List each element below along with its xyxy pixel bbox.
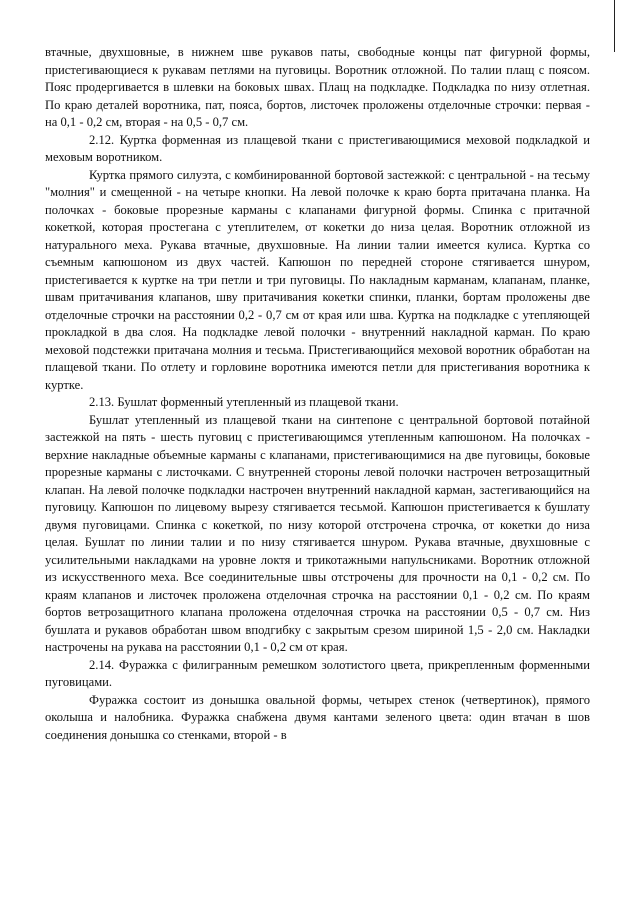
paragraph-jacket-description: Куртка прямого силуэта, с комбинированной бортовой застежкой: с центральной - на тесьму "молния" и смещенной - на четыре кнопки. На левой полочке к краю борта притачана планка. На полочках - боковые прорезные карманы с клапанами фигурной формы. Спинка с притачной кокеткой, которая простегана с утеплителем, от кокетки до низа целая. Воротник отложной из натурального меха. Рукава втачные, двухшовные. На линии талии имеется кулиса. Куртка со съемным капюшоном из двух частей. Капюшон по передней стороне стягивается шнуром, пристегивается к куртке на три петли и три пуговицы. По накладным карманам, клапанам, планке, швам притачивания клапанов, шву притачивания кокетки спинки, планки, бортам проложены две отделочные строчки на расстоянии 0,2 - 0,7 см от края или шва. Куртка на подкладке с утепляющей прокладкой в два слоя. На подкладке левой полочки - внутренний накладной карман. По краю меховой подстежки притачана молния и тесьма. Пристегивающийся меховой воротник обработан на плащевой ткани. По отлету и горловине воротника имеются петли для пристегивания воротника к куртке. xyxy=(45,167,590,392)
section-heading-2-12: 2.12. Куртка форменная из плащевой ткани с пристегивающимися меховой подкладкой и меховым воротником. xyxy=(45,132,590,164)
paragraph-raincoat-continuation: втачные, двухшовные, в нижнем шве рукавов паты, свободные концы пат фигурной формы, пристегивающиеся к рукавам петлями на пуговицы. Воротник отложной. По талии плащ с поясом. Пояс продергивается в шлевки на боковых швах. Плащ на подкладке. Подкладка по низу отлетная. По краю деталей воротника, пат, пояса, бортов, листочек проложены отделочные строчки: первая - на 0,1 - 0,2 см, вторая - на 0,5 - 0,7 см. xyxy=(45,45,590,129)
paragraph-peacoat-description: Бушлат утепленный из плащевой ткани на синтепоне с центральной бортовой потайной застежкой на пять - шесть пуговиц с пристегивающимся утепленным капюшоном. На полочках - верхние накладные объемные карманы с клапанами, пристегивающимися на две пуговицы, боковые прорезные карманы с листочками. С внутренней стороны левой полочки настрочен ветрозащитный клапан. На левой полочке подкладки настрочен внутренний накладной карман, застегивающийся на пуговицу. Капюшон по лицевому вырезу стягивается тесьмой. Капюшон пристегивается к бушлату двумя пуговицами. Спинка с кокеткой, по низу которой отстрочена строчка, от кокетки до низа целая. Бушлат по линии талии и по низу стягивается шнуром. Рукава втачные, двухшовные с усилительными накладками на уровне локтя и трикотажными напульсниками. Воротник отложной из искусственного меха. Все соединительные швы отстрочены для прочности на 0,1 - 0,2 см. По краям клапанов и листочек проложена отделочная строчка на расстоянии 0,1 - 0,2 см. По краям бортов ветрозащитного клапана проложена отделочная строчка на расстоянии 0,5 - 0,7 см. Низ бушлата и рукавов обработан швом вподгибку с закрытым срезом шириной 1,5 - 2,0 см. Накладки настрочены на рукава на расстоянии 0,1 - 0,2 см от края. xyxy=(45,412,590,654)
page-edge-mark xyxy=(614,0,615,52)
section-heading-2-13: 2.13. Бушлат форменный утепленный из плащевой ткани. xyxy=(89,395,399,409)
section-heading-2-14: 2.14. Фуражка с филигранным ремешком золотистого цвета, прикрепленным форменными пуговицами. xyxy=(45,657,590,689)
paragraph-cap-description: Фуражка состоит из донышка овальной формы, четырех стенок (четвертинок), прямого околыша и налобника. Фуражка снабжена двумя кантами зеленого цвета: один втачан в шов соединения донышка со стенками, второй - в xyxy=(45,692,590,742)
document-body xyxy=(45,44,590,744)
